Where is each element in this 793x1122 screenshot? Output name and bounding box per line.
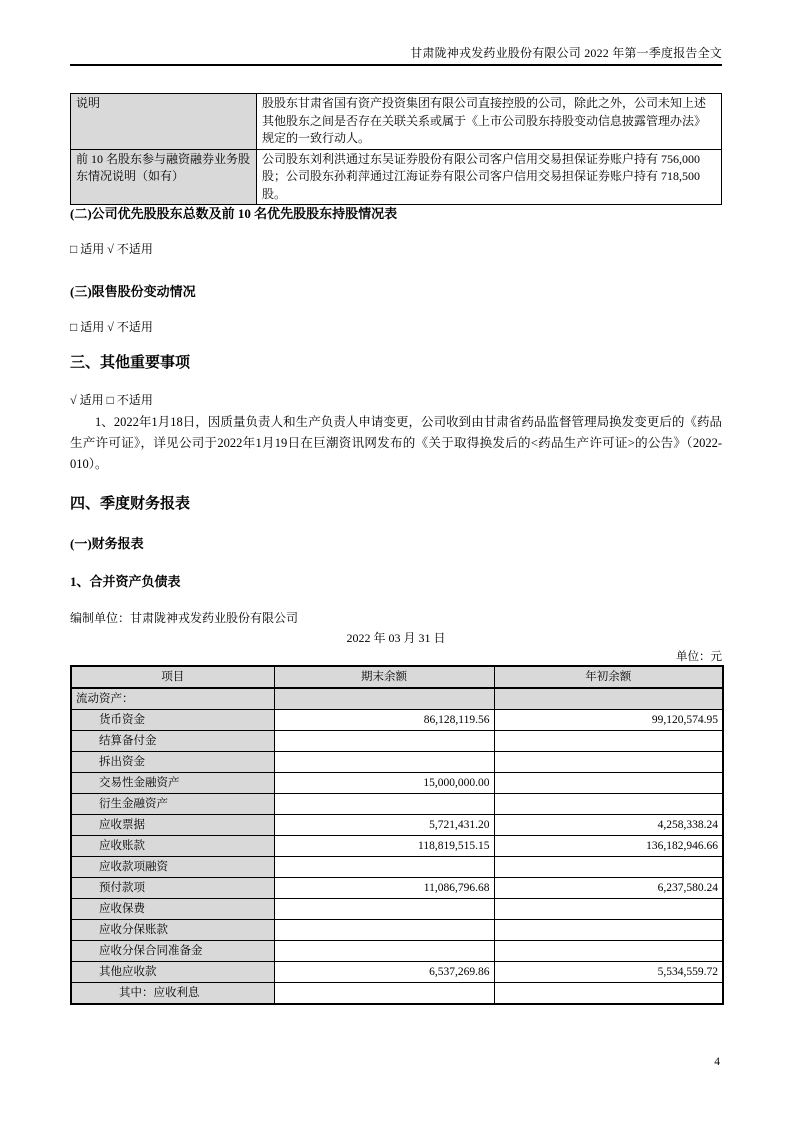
- ending-balance-cell: 118,819,515.15: [274, 836, 494, 857]
- table-row: [71, 752, 723, 773]
- beginning-balance-cell: [494, 752, 723, 773]
- item-cell: 应收账款: [71, 836, 274, 857]
- table-row: [71, 941, 723, 962]
- item-cell: 货币资金: [71, 710, 274, 731]
- section-heading-other-matters: 三、其他重要事项: [70, 355, 191, 371]
- item-cell: 拆出资金: [71, 752, 274, 773]
- info-label-cell: 前 10 名股东参与融资融券业务股东情况说明（如有）: [71, 149, 257, 205]
- item-cell: 结算备付金: [71, 731, 274, 752]
- table-row: [71, 94, 722, 150]
- beginning-balance-cell: [494, 857, 723, 878]
- applicability-line: □ 适用 √ 不适用: [70, 320, 153, 334]
- table-row: [71, 794, 723, 815]
- section-heading-quarterly-statements: 四、季度财务报表: [70, 496, 191, 512]
- item-cell: 应收款项融资: [71, 857, 274, 878]
- section-heading-restricted-shares: (三)限售股份变动情况: [70, 284, 196, 299]
- table-header-row: [71, 666, 723, 688]
- beginning-balance-cell: [494, 688, 723, 710]
- ending-balance-cell: [274, 857, 494, 878]
- report-date-line: 2022 年 03 月 31 日: [346, 631, 446, 645]
- table-row: [71, 836, 723, 857]
- beginning-balance-cell: [494, 899, 723, 920]
- beginning-balance-cell: 6,237,580.24: [494, 878, 723, 899]
- page-number: 4: [714, 1056, 720, 1068]
- ending-balance-cell: [274, 731, 494, 752]
- column-header-beginning-balance: 年初余额: [494, 666, 723, 688]
- ending-balance-cell: 11,086,796.68: [274, 878, 494, 899]
- ending-balance-cell: 6,537,269.86: [274, 962, 494, 983]
- info-label-cell: 说明: [71, 94, 257, 150]
- applicability-line: √ 适用 □ 不适用: [70, 393, 153, 407]
- item-cell: 应收票据: [71, 815, 274, 836]
- table-row: [71, 899, 723, 920]
- table-row: [71, 920, 723, 941]
- info-value-cell: 公司股东刘利洪通过东吴证券股份有限公司客户信用交易担保证券账户持有 756,000 股；公司股东孙莉萍通过江海证券有限公司客户信用交易担保证券账户持有 718,500 股。: [257, 149, 722, 205]
- ending-balance-cell: [274, 688, 494, 710]
- ending-balance-cell: 86,128,119.56: [274, 710, 494, 731]
- column-header-ending-balance: 期末余额: [274, 666, 494, 688]
- info-value-cell: 股股东甘肃省国有资产投资集团有限公司直接控股的公司，除此之外，公司未知上述其他股东之间是否存在关联关系或属于《上市公司股东持股变动信息披露管理办法》规定的一致行动人。: [257, 94, 722, 150]
- beginning-balance-cell: [494, 794, 723, 815]
- ending-balance-cell: [274, 899, 494, 920]
- subsection-heading-consolidated-balance-sheet: 1、合并资产负债表: [70, 574, 181, 589]
- header-rule: [70, 64, 722, 66]
- running-header-title: 甘肃陇神戎发药业股份有限公司 2022 年第一季度报告全文: [410, 46, 722, 60]
- other-matters-paragraph: 1、2022年1月18日，因质量负责人和生产负责人申请变更，公司收到由甘肃省药品监督管理局换发变更后的《药品生产许可证》，详见公司于2022年1月19日在巨潮资讯网发布的《关于取得换发后的<药品生产许可证>的公告》（2022-010）。: [70, 415, 722, 471]
- table-row: [71, 857, 723, 878]
- item-cell: 其中：应收利息: [71, 983, 274, 1005]
- item-cell: 应收保费: [71, 899, 274, 920]
- beginning-balance-cell: [494, 983, 723, 1005]
- table-row: [71, 688, 723, 710]
- ending-balance-cell: [274, 983, 494, 1005]
- prepared-by-line: 编制单位：甘肃陇神戎发药业股份有限公司: [70, 611, 299, 625]
- table-row: [71, 710, 723, 731]
- beginning-balance-cell: [494, 920, 723, 941]
- item-cell: 应收分保合同准备金: [71, 941, 274, 962]
- beginning-balance-cell: 136,182,946.66: [494, 836, 723, 857]
- beginning-balance-cell: [494, 941, 723, 962]
- beginning-balance-cell: [494, 773, 723, 794]
- ending-balance-cell: [274, 920, 494, 941]
- item-cell: 其他应收款: [71, 962, 274, 983]
- unit-label: 单位：元: [676, 651, 722, 663]
- applicability-line: □ 适用 √ 不适用: [70, 242, 153, 256]
- item-cell: 衍生金融资产: [71, 794, 274, 815]
- table-row: [71, 878, 723, 899]
- balance-sheet-body: [71, 688, 723, 1004]
- ending-balance-cell: [274, 941, 494, 962]
- ending-balance-cell: [274, 752, 494, 773]
- subsection-heading-financial-statements: (一)财务报表: [70, 536, 144, 551]
- ending-balance-cell: [274, 794, 494, 815]
- ending-balance-cell: 15,000,000.00: [274, 773, 494, 794]
- item-cell: 交易性金融资产: [71, 773, 274, 794]
- column-header-item: 项目: [71, 666, 274, 688]
- item-cell: 流动资产：: [71, 688, 274, 710]
- table-row: [71, 815, 723, 836]
- table-row: [71, 962, 723, 983]
- item-cell: 应收分保账款: [71, 920, 274, 941]
- item-cell: 预付款项: [71, 878, 274, 899]
- table-row: [71, 731, 723, 752]
- beginning-balance-cell: 5,534,559.72: [494, 962, 723, 983]
- table-row: [71, 773, 723, 794]
- shareholder-info-table: [70, 93, 722, 205]
- beginning-balance-cell: 99,120,574.95: [494, 710, 723, 731]
- table-row: [71, 149, 722, 205]
- table-row: [71, 983, 723, 1005]
- ending-balance-cell: 5,721,431.20: [274, 815, 494, 836]
- balance-sheet-table: [70, 665, 724, 1005]
- beginning-balance-cell: [494, 731, 723, 752]
- section-heading-preferred-shareholders: (二)公司优先股股东总数及前 10 名优先股股东持股情况表: [70, 206, 398, 221]
- beginning-balance-cell: 4,258,338.24: [494, 815, 723, 836]
